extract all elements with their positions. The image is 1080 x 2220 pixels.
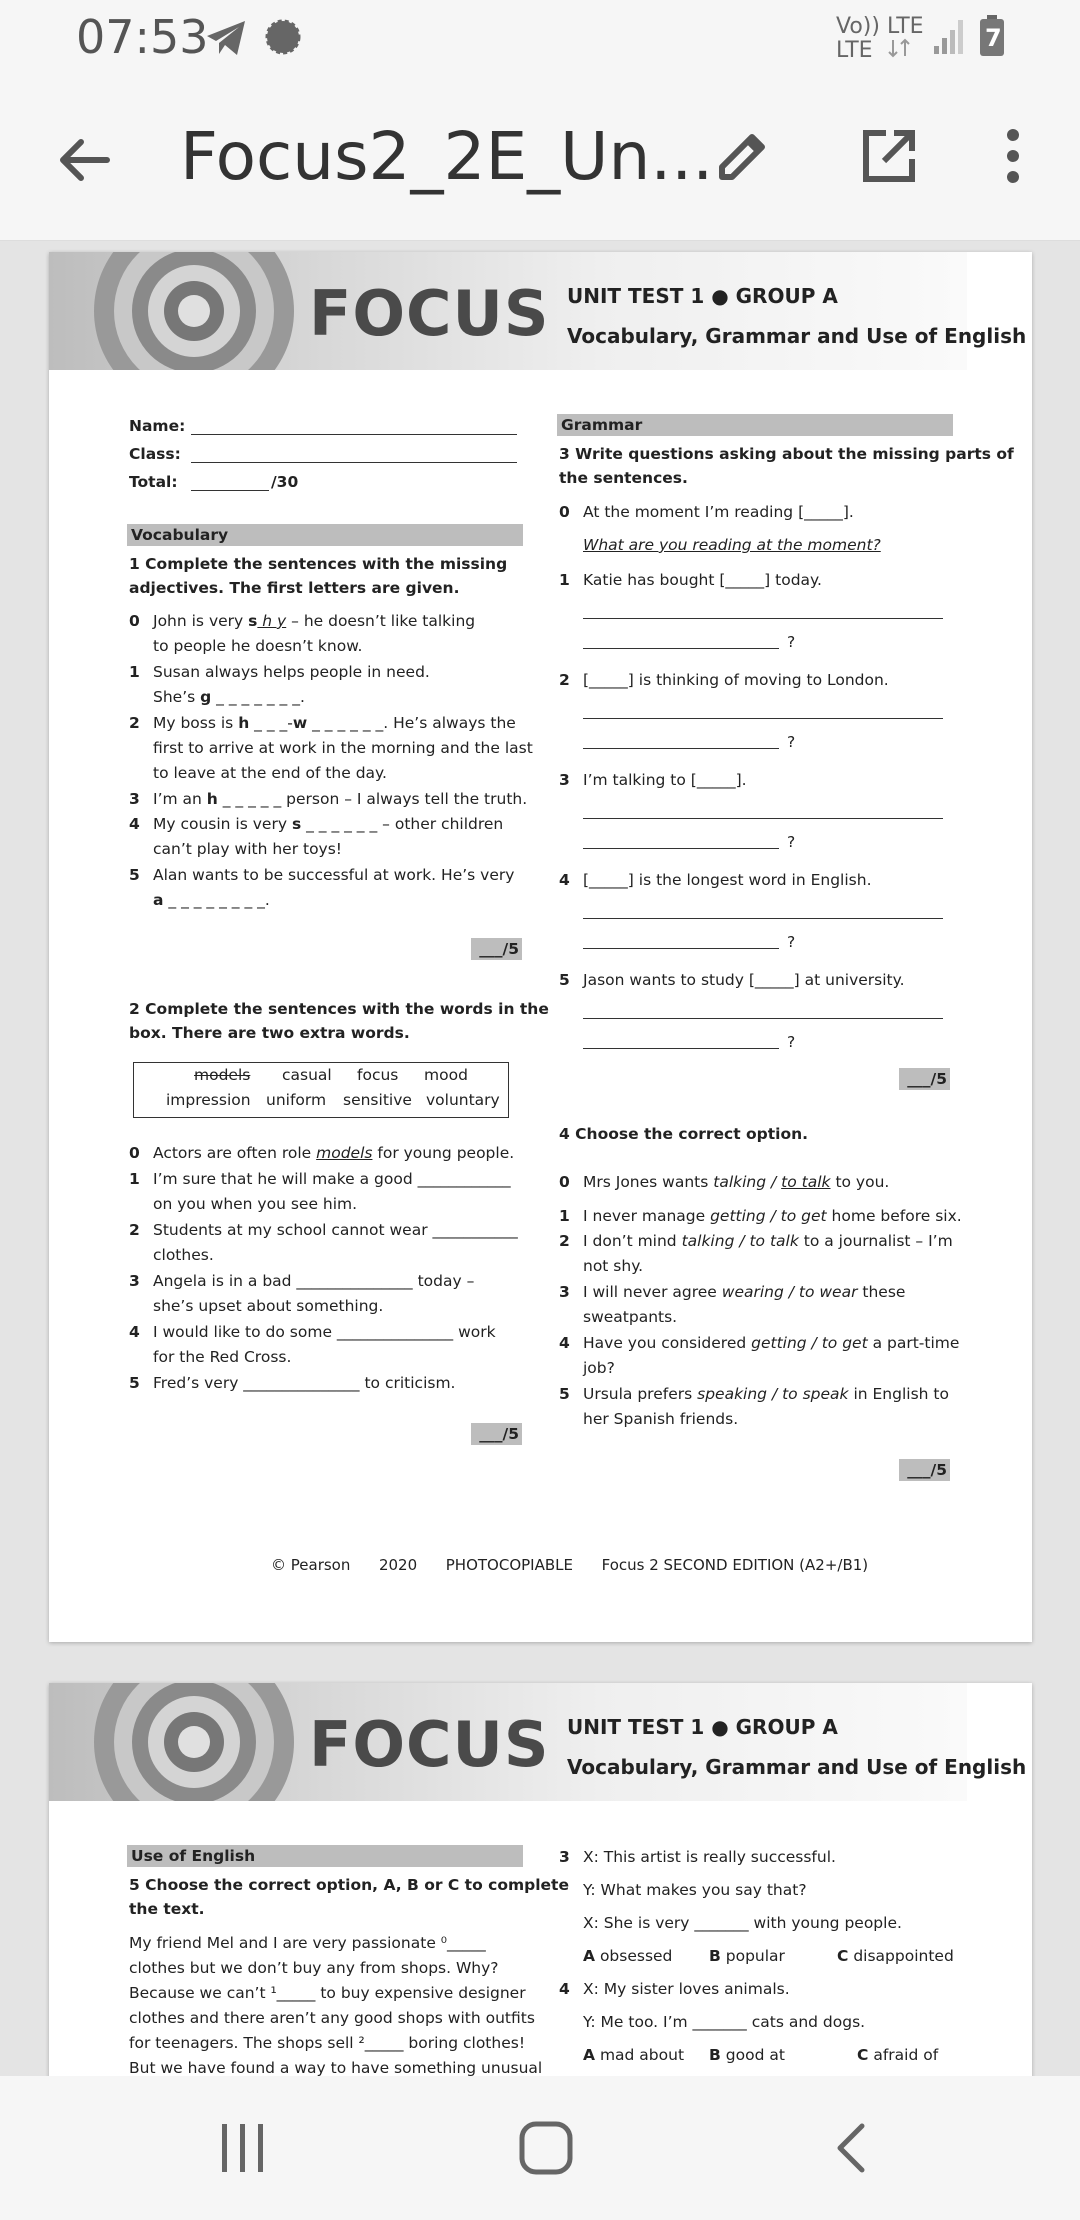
signal-strength-icon bbox=[932, 16, 968, 56]
ex4-num: 3 bbox=[559, 1283, 570, 1301]
ex1-line: Susan always helps people in need. bbox=[153, 663, 430, 681]
ex1-num: 1 bbox=[129, 663, 140, 681]
ex3-num: 0 bbox=[559, 503, 570, 521]
question-mark: ? bbox=[787, 933, 796, 951]
ex1-instruction-1: 1 Complete the sentences with the missing bbox=[129, 555, 508, 573]
ex4-line: Mrs Jones wants talking / to talk to you. bbox=[583, 1173, 890, 1191]
class-label: Class: bbox=[129, 445, 181, 463]
ex2-line: Actors are often role models for young people. bbox=[153, 1144, 515, 1162]
pdf-page-1 bbox=[49, 252, 1032, 1642]
ex1-line: Alan wants to be successful at work. He’s very bbox=[153, 866, 515, 884]
vocabulary-heading: Vocabulary bbox=[127, 524, 523, 546]
battery-level: 7 bbox=[985, 24, 1002, 52]
dialogue-line: X: This artist is really successful. bbox=[583, 1848, 836, 1866]
ex2-line: Angela is in a bad _______________ today – bbox=[153, 1272, 475, 1290]
ex2-line: on you when you see him. bbox=[153, 1195, 358, 1213]
ex1-line: My cousin is very s _ _ _ _ _ _ – other children bbox=[153, 815, 504, 833]
ex2-instruction-1: 2 Complete the sentences with the words in the bbox=[129, 1000, 549, 1018]
focus-logo-graphic bbox=[89, 252, 299, 370]
ex4-num: 5 bbox=[559, 1385, 570, 1403]
ex3-sentence: Jason wants to study [_____] at university. bbox=[583, 971, 905, 989]
ex4-score: ___/5 bbox=[899, 1459, 950, 1481]
option-b: B popular bbox=[709, 1947, 785, 1965]
ex2-num: 0 bbox=[129, 1144, 140, 1162]
ex3-score: ___/5 bbox=[899, 1068, 950, 1090]
answer-line[interactable] bbox=[583, 848, 779, 849]
ex1-num: 0 bbox=[129, 612, 140, 630]
ex2-num: 2 bbox=[129, 1221, 140, 1239]
ex1-line: John is very s h y – he doesn’t like talking bbox=[153, 612, 476, 630]
ex3-num: 2 bbox=[559, 671, 570, 689]
ex1-line: to people he doesn’t know. bbox=[153, 637, 363, 655]
ex5-instruction-2: the text. bbox=[129, 1900, 205, 1918]
ex3-example-answer: What are you reading at the moment? bbox=[583, 536, 881, 554]
total-value: /30 bbox=[271, 473, 299, 491]
grammar-heading: Grammar bbox=[557, 414, 953, 436]
ex2-num: 1 bbox=[129, 1170, 140, 1188]
ex4-line: her Spanish friends. bbox=[583, 1410, 739, 1428]
question-mark: ? bbox=[787, 833, 796, 851]
ex2-line: Students at my school cannot wear ___________ bbox=[153, 1221, 518, 1239]
ex2-line: Fred’s very _______________ to criticism. bbox=[153, 1374, 456, 1392]
home-icon[interactable] bbox=[518, 2120, 574, 2176]
ex3-sentence: [_____] is the longest word in English. bbox=[583, 871, 872, 889]
network-type-top: Vo)) LTE bbox=[836, 14, 924, 39]
ex5-instruction-1: 5 Choose the correct option, A, B or C to complete bbox=[129, 1876, 569, 1894]
ex3-example: At the moment I’m reading [_____]. bbox=[583, 503, 854, 521]
text-line: for teenagers. The shops sell ²_____ boring clothes! bbox=[129, 2034, 526, 2052]
total-label: Total: bbox=[129, 473, 178, 491]
ex4-num: 4 bbox=[559, 1334, 570, 1352]
unit-title: UNIT TEST 1 ● GROUP A bbox=[567, 284, 838, 308]
ex3-num: 4 bbox=[559, 871, 570, 889]
ex4-line: I never manage getting / to get home before six. bbox=[583, 1207, 962, 1225]
document-viewer[interactable] bbox=[0, 241, 1080, 2076]
ex2-num: 3 bbox=[129, 1272, 140, 1290]
status-bar bbox=[0, 0, 1080, 80]
ex4-line: Have you considered getting / to get a part-time bbox=[583, 1334, 960, 1352]
q-num: 4 bbox=[559, 1980, 570, 1998]
ex3-num: 3 bbox=[559, 771, 570, 789]
box-word: impression bbox=[166, 1091, 251, 1109]
status-time: 07:53 bbox=[76, 10, 209, 64]
recent-apps-icon[interactable] bbox=[218, 2122, 268, 2174]
dialogue-line: Y: What makes you say that? bbox=[583, 1881, 807, 1899]
box-word: sensitive bbox=[343, 1091, 412, 1109]
answer-line[interactable] bbox=[583, 818, 943, 819]
open-external-icon[interactable] bbox=[858, 125, 920, 187]
name-label: Name: bbox=[129, 417, 186, 435]
ex2-instruction-2: box. There are two extra words. bbox=[129, 1024, 410, 1042]
box-word: focus bbox=[357, 1066, 399, 1084]
option-c: C afraid of bbox=[857, 2046, 939, 2064]
focus-logo: FOCUS bbox=[309, 1708, 550, 1781]
ex1-num: 5 bbox=[129, 866, 140, 884]
ex2-line: I’m sure that he will make a good ____________ bbox=[153, 1170, 511, 1188]
question-mark: ? bbox=[787, 1033, 796, 1051]
option-a: A obsessed bbox=[583, 1947, 673, 1965]
text-line: My friend Mel and I are very passionate ⁰_____ bbox=[129, 1934, 486, 1952]
ex1-line: a _ _ _ _ _ _ _ _. bbox=[153, 891, 270, 909]
ex2-line: clothes. bbox=[153, 1246, 214, 1264]
ex1-instruction-2: adjectives. The first letters are given. bbox=[129, 579, 460, 597]
ex4-line: not shy. bbox=[583, 1257, 644, 1275]
answer-line[interactable] bbox=[583, 618, 943, 619]
page-banner bbox=[49, 1683, 967, 1801]
answer-line[interactable] bbox=[583, 718, 943, 719]
q-num: 3 bbox=[559, 1848, 570, 1866]
unit-subtitle: Vocabulary, Grammar and Use of English bbox=[567, 1755, 1027, 1779]
document-title: Focus2_2E_Un... bbox=[180, 118, 714, 195]
ex3-instruction-2: the sentences. bbox=[559, 469, 688, 487]
name-line bbox=[191, 434, 517, 435]
system-nav-bar bbox=[0, 2076, 1080, 2220]
telegram-icon bbox=[205, 18, 247, 58]
page-footer: © Pearson 2020 PHOTOCOPIABLE Focus 2 SECOND EDITION (A2+/B1) bbox=[271, 1556, 869, 1574]
ex4-num: 1 bbox=[559, 1207, 570, 1225]
dialogue-line: X: She is very _______ with young people. bbox=[583, 1914, 902, 1932]
ex3-num: 1 bbox=[559, 571, 570, 589]
focus-logo-graphic bbox=[89, 1683, 299, 1801]
ex1-line: first to arrive at work in the morning and the last bbox=[153, 739, 533, 757]
ex1-line: can’t play with her toys! bbox=[153, 840, 343, 858]
ex1-num: 3 bbox=[129, 790, 140, 808]
word-box bbox=[133, 1062, 509, 1118]
ex4-line: Ursula prefers speaking / to speak in English to bbox=[583, 1385, 949, 1403]
ex4-instruction: 4 Choose the correct option. bbox=[559, 1125, 809, 1143]
option-a: A mad about bbox=[583, 2046, 685, 2064]
pdf-page-2 bbox=[49, 1683, 1032, 2076]
app-bar bbox=[0, 80, 1080, 241]
ex1-line: to leave at the end of the day. bbox=[153, 764, 387, 782]
ex1-num: 4 bbox=[129, 815, 140, 833]
ex3-instruction-1: 3 Write questions asking about the missing parts of bbox=[559, 445, 1014, 463]
total-line bbox=[191, 490, 269, 491]
box-word: voluntary bbox=[426, 1091, 500, 1109]
use-of-english-heading: Use of English bbox=[127, 1845, 523, 1867]
ex4-line: job? bbox=[583, 1359, 615, 1377]
ex2-line: she’s upset about something. bbox=[153, 1297, 384, 1315]
question-mark: ? bbox=[787, 733, 796, 751]
ex4-line: I don’t mind talking / to talk to a journalist – I’m bbox=[583, 1232, 953, 1250]
option-b: B good at bbox=[709, 2046, 785, 2064]
back-nav-icon[interactable] bbox=[832, 2122, 872, 2174]
ex1-num: 2 bbox=[129, 714, 140, 732]
signal-app-icon bbox=[262, 16, 304, 58]
more-options-icon[interactable] bbox=[998, 125, 1028, 187]
ex2-score: ___/5 bbox=[471, 1423, 522, 1445]
box-word: mood bbox=[424, 1066, 468, 1084]
text-line: But we have found a way to have something unusual bbox=[129, 2059, 543, 2076]
ex4-line: sweatpants. bbox=[583, 1308, 678, 1326]
text-line: clothes but we don’t buy any from shops. Why? bbox=[129, 1959, 499, 1977]
ex1-line: She’s g _ _ _ _ _ _ _. bbox=[153, 688, 305, 706]
focus-logo: FOCUS bbox=[309, 277, 550, 350]
ex3-sentence: Katie has bought [_____] today. bbox=[583, 571, 822, 589]
text-line: Because we can’t ¹_____ to buy expensive designer bbox=[129, 1984, 526, 2002]
ex2-line: for the Red Cross. bbox=[153, 1348, 292, 1366]
ex4-num: 2 bbox=[559, 1232, 570, 1250]
answer-line[interactable] bbox=[583, 1018, 943, 1019]
question-mark: ? bbox=[787, 633, 796, 651]
box-word: models bbox=[194, 1066, 251, 1084]
answer-line[interactable] bbox=[583, 748, 779, 749]
answer-line[interactable] bbox=[583, 918, 943, 919]
unit-title: UNIT TEST 1 ● GROUP A bbox=[567, 1715, 838, 1739]
answer-line[interactable] bbox=[583, 1048, 779, 1049]
data-arrows-icon bbox=[885, 38, 915, 58]
ex2-num: 4 bbox=[129, 1323, 140, 1341]
box-word: uniform bbox=[266, 1091, 327, 1109]
answer-line[interactable] bbox=[583, 648, 779, 649]
ex1-score: ___/5 bbox=[471, 938, 522, 960]
back-arrow-icon[interactable] bbox=[55, 130, 115, 190]
class-line bbox=[191, 462, 517, 463]
ex2-line: I would like to do some _______________ work bbox=[153, 1323, 496, 1341]
ex1-line: I’m an h _ _ _ _ _ person – I always tell the truth. bbox=[153, 790, 528, 808]
ex4-num: 0 bbox=[559, 1173, 570, 1191]
dialogue-line: X: My sister loves animals. bbox=[583, 1980, 790, 1998]
text-line: clothes and there aren’t any good shops with outfits bbox=[129, 2009, 535, 2027]
ex3-num: 5 bbox=[559, 971, 570, 989]
ex1-line: My boss is h _ _ _-w _ _ _ _ _ _. He’s always the bbox=[153, 714, 516, 732]
page-banner bbox=[49, 252, 967, 370]
option-c: C disappointed bbox=[837, 1947, 954, 1965]
edit-pencil-icon[interactable] bbox=[712, 125, 774, 187]
ex2-num: 5 bbox=[129, 1374, 140, 1392]
ex3-sentence: I’m talking to [_____]. bbox=[583, 771, 747, 789]
answer-line[interactable] bbox=[583, 948, 779, 949]
ex4-line: I will never agree wearing / to wear these bbox=[583, 1283, 906, 1301]
dialogue-line: Y: Me too. I’m _______ cats and dogs. bbox=[583, 2013, 866, 2031]
unit-subtitle: Vocabulary, Grammar and Use of English bbox=[567, 324, 1027, 348]
network-type-bottom: LTE bbox=[836, 38, 873, 63]
ex3-sentence: [_____] is thinking of moving to London. bbox=[583, 671, 889, 689]
box-word: casual bbox=[282, 1066, 332, 1084]
